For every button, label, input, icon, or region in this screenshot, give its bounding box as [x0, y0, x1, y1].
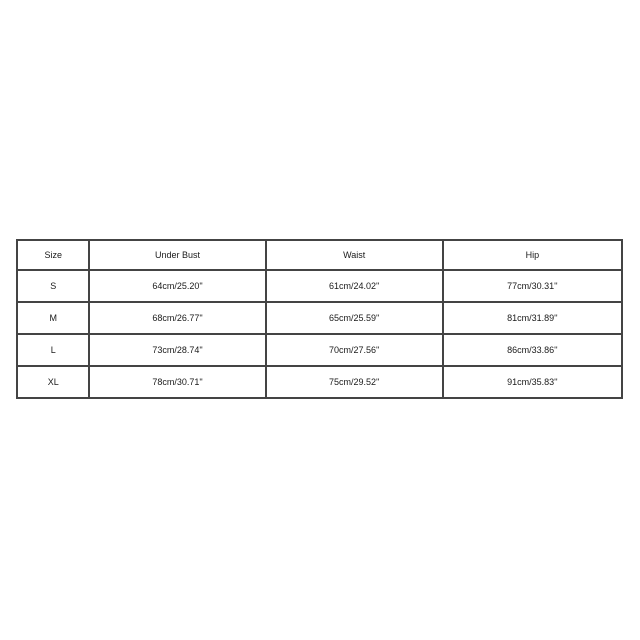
- cell-hip: 86cm/33.86'': [443, 334, 622, 366]
- cell-under-bust: 64cm/25.20'': [89, 270, 265, 302]
- cell-waist: 65cm/25.59'': [266, 302, 443, 334]
- cell-hip: 81cm/31.89'': [443, 302, 622, 334]
- header-hip: Hip: [443, 240, 622, 270]
- cell-waist: 70cm/27.56'': [266, 334, 443, 366]
- cell-waist: 61cm/24.02'': [266, 270, 443, 302]
- cell-under-bust: 68cm/26.77'': [89, 302, 265, 334]
- header-size: Size: [17, 240, 89, 270]
- header-waist: Waist: [266, 240, 443, 270]
- table-header-row: [17, 240, 622, 270]
- cell-size: M: [17, 302, 89, 334]
- cell-hip: 77cm/30.31'': [443, 270, 622, 302]
- cell-waist: 75cm/29.52'': [266, 366, 443, 398]
- cell-under-bust: 73cm/28.74'': [89, 334, 265, 366]
- table-row: [17, 270, 622, 302]
- table-row: [17, 366, 622, 398]
- header-under-bust: Under Bust: [89, 240, 265, 270]
- cell-size: S: [17, 270, 89, 302]
- size-chart-table: [16, 239, 623, 399]
- cell-hip: 91cm/35.83'': [443, 366, 622, 398]
- cell-size: L: [17, 334, 89, 366]
- cell-under-bust: 78cm/30.71'': [89, 366, 265, 398]
- table-row: [17, 334, 622, 366]
- table-row: [17, 302, 622, 334]
- cell-size: XL: [17, 366, 89, 398]
